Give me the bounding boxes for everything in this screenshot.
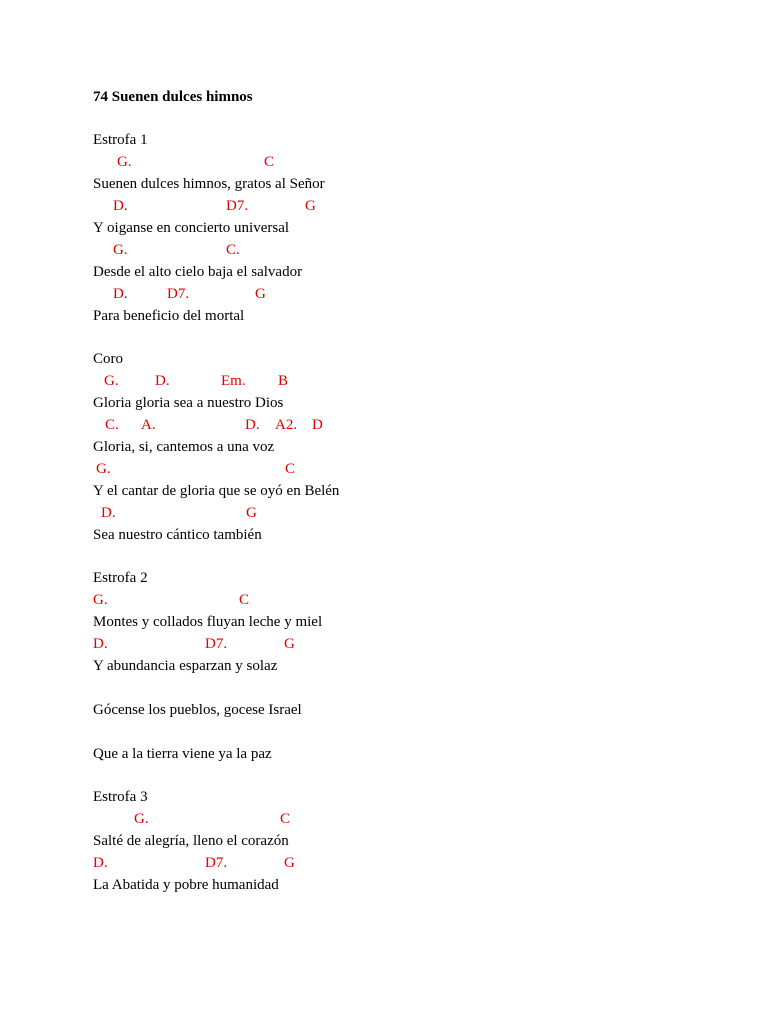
chord: G. xyxy=(113,242,128,258)
chord: C xyxy=(239,592,250,608)
lyric-line: Gloria gloria sea a nuestro Dios xyxy=(93,395,284,411)
chord-line xyxy=(0,285,768,303)
chord: A2. xyxy=(275,417,298,433)
chord-line xyxy=(0,241,768,259)
section-label: Estrofa 3 xyxy=(93,789,148,805)
lyric-line: Y el cantar de gloria que se oyó en Belén xyxy=(93,483,340,499)
chord: D. xyxy=(113,286,128,302)
lyric-line: Gócense los pueblos, gocese Israel xyxy=(93,702,302,718)
chord: Em. xyxy=(221,373,246,389)
chord: D xyxy=(312,417,323,433)
lyric-line: Suenen dulces himnos, gratos al Señor xyxy=(93,176,325,192)
chord: G. xyxy=(134,811,149,827)
chord: C. xyxy=(226,242,240,258)
chord: A. xyxy=(141,417,156,433)
chord: D. xyxy=(113,198,128,214)
chord: D7. xyxy=(167,286,190,302)
section-label: Estrofa 2 xyxy=(93,570,148,586)
chord: G xyxy=(255,286,266,302)
lyric-line: Montes y collados fluyan leche y miel xyxy=(93,614,323,630)
chord: G. xyxy=(104,373,119,389)
song-title: 74 Suenen dulces himnos xyxy=(93,89,253,105)
chord: D. xyxy=(93,636,108,652)
chord: D7. xyxy=(205,636,228,652)
chord-line xyxy=(0,416,768,434)
chord: C xyxy=(280,811,291,827)
chord: G xyxy=(284,636,295,652)
section-label: Coro xyxy=(93,351,123,367)
chord: C. xyxy=(105,417,119,433)
lyric-line: Que a la tierra viene ya la paz xyxy=(93,746,272,762)
chord-line xyxy=(0,591,768,609)
chord: C xyxy=(264,154,275,170)
chord: G. xyxy=(96,461,111,477)
chord-line xyxy=(0,635,768,653)
chord: G xyxy=(246,505,257,521)
lyric-line: Y abundancia esparzan y solaz xyxy=(93,658,278,674)
lyric-line: Salté de alegría, lleno el corazón xyxy=(93,833,289,849)
chord: G xyxy=(305,198,316,214)
chord-line xyxy=(0,372,768,390)
lyric-line: Para beneficio del mortal xyxy=(93,308,245,324)
chord: D. xyxy=(101,505,116,521)
lyric-line: Y oiganse en concierto universal xyxy=(93,220,290,236)
lyric-line: Sea nuestro cántico también xyxy=(93,527,262,543)
chord-line xyxy=(0,810,768,828)
chord-line xyxy=(0,854,768,872)
chord: D7. xyxy=(205,855,228,871)
chord: B xyxy=(278,373,289,389)
chord-line xyxy=(0,504,768,522)
chord: D. xyxy=(155,373,170,389)
chord: G. xyxy=(93,592,108,608)
chord-line xyxy=(0,153,768,171)
chord: D7. xyxy=(226,198,249,214)
chord: G. xyxy=(117,154,132,170)
chord-line xyxy=(0,460,768,478)
lyric-line: La Abatida y pobre humanidad xyxy=(93,877,279,893)
chord: C xyxy=(285,461,296,477)
lyric-line: Gloria, si, cantemos a una voz xyxy=(93,439,275,455)
chord: G xyxy=(284,855,295,871)
chord: D. xyxy=(245,417,260,433)
chord: D. xyxy=(93,855,108,871)
lyric-line: Desde el alto cielo baja el salvador xyxy=(93,264,303,280)
chord-line xyxy=(0,197,768,215)
section-label: Estrofa 1 xyxy=(93,132,148,148)
